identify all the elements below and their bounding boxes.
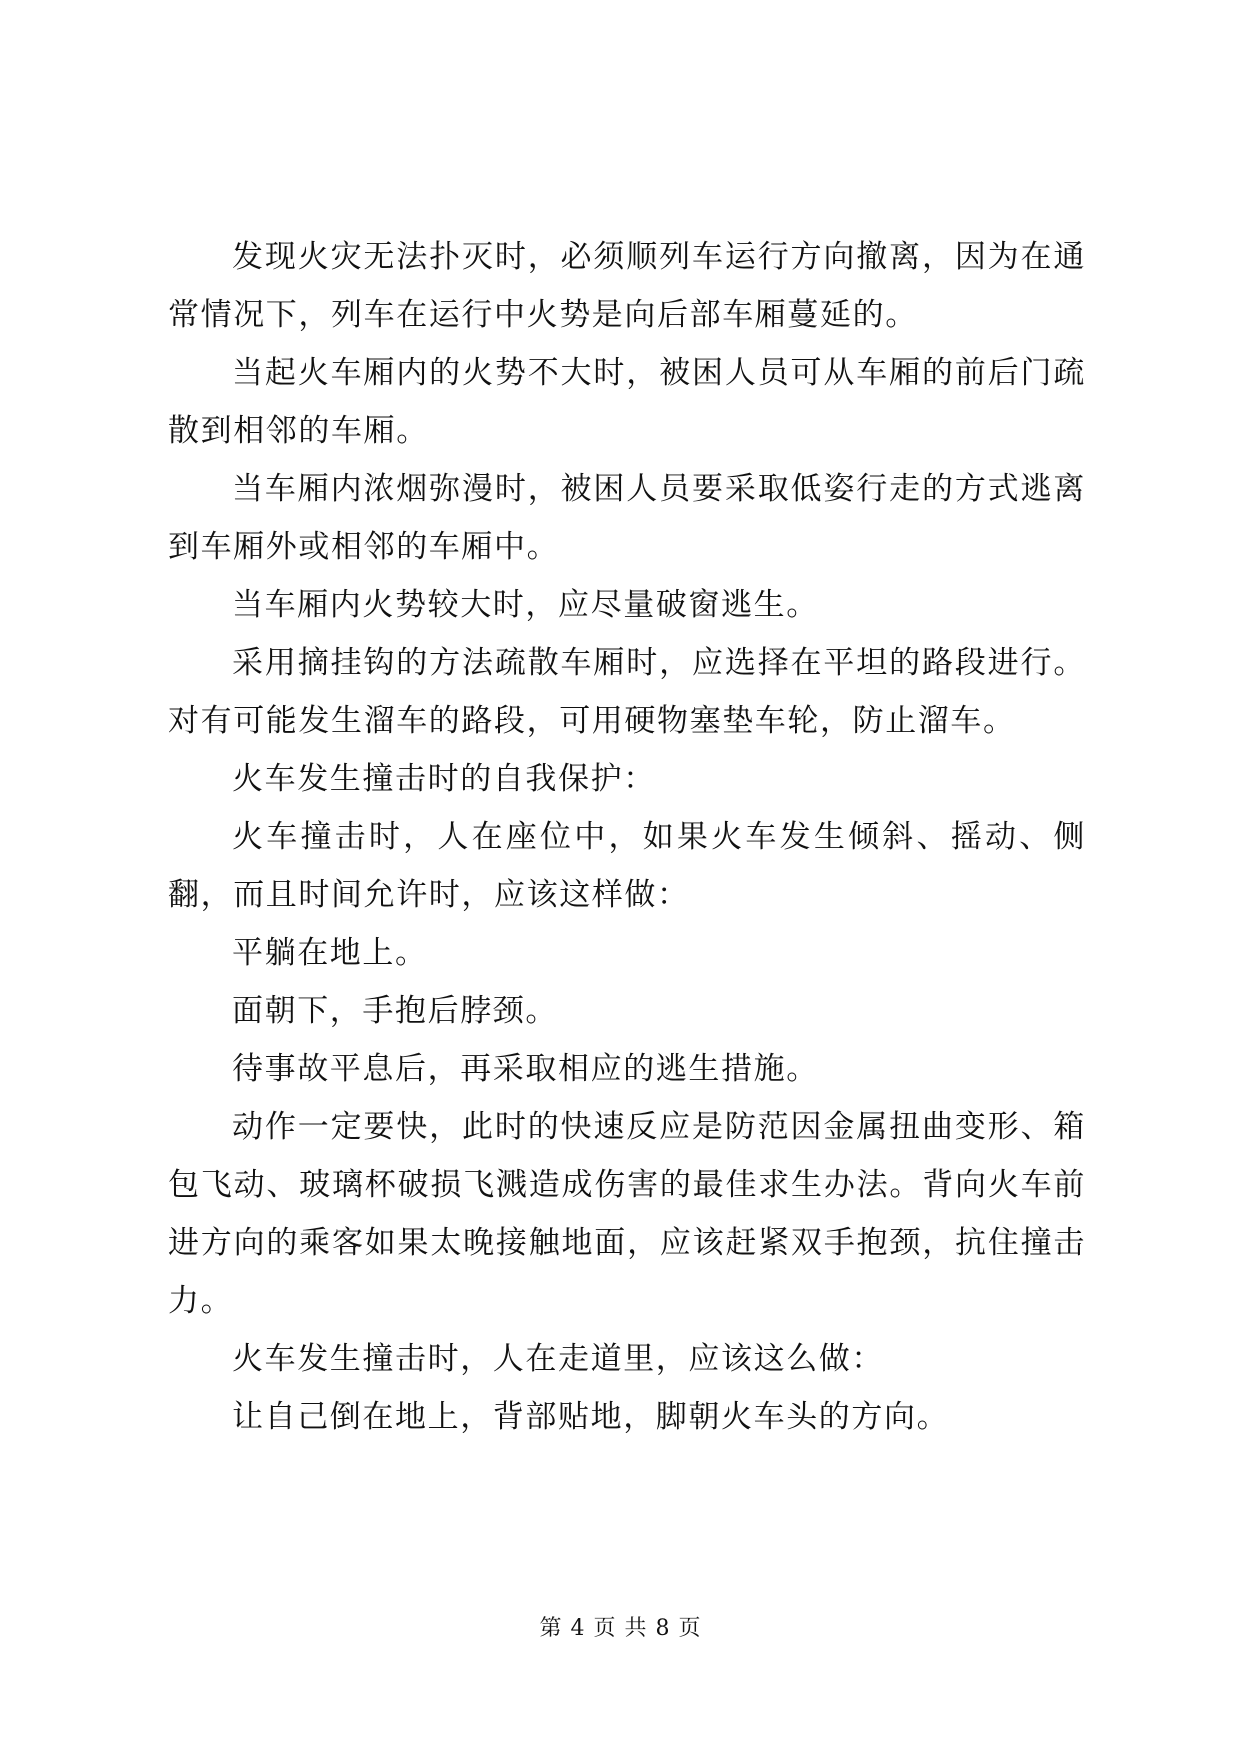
paragraph: 火车发生撞击时的自我保护：: [232, 761, 656, 797]
paragraph: 采用摘挂钩的方法疏散车厢时，应选择在平坦的路段进行。对有可能发生溜车的路段，可用硬物塞垫车轮，防止溜车。: [168, 645, 1086, 739]
paragraph: 发现火灾无法扑灭时，必须顺列车运行方向撤离，因为在通常情况下，列车在运行中火势是向后部车厢蔓延的。: [168, 239, 1086, 333]
document-body: [168, 228, 1086, 1446]
paragraph: 当起火车厢内的火势不大时，被困人员可从车厢的前后门疏散到相邻的车厢。: [168, 355, 1086, 449]
paragraph: 待事故平息后，再采取相应的逃生措施。: [232, 1051, 819, 1087]
page-footer: 第 4 页 共 8 页: [539, 1616, 702, 1641]
paragraph: 面朝下，手抱后脖颈。: [232, 993, 558, 1029]
paragraph: 火车撞击时，人在座位中，如果火车发生倾斜、摇动、侧翻，而且时间允许时，应该这样做：: [168, 819, 1086, 913]
paragraph: 动作一定要快，此时的快速反应是防范因金属扭曲变形、箱包飞动、玻璃杯破损飞溅造成伤害的最佳求生办法。背向火车前进方向的乘客如果太晚接触地面，应该赶紧双手抱颈，抗住撞击力。: [168, 1109, 1086, 1319]
paragraph: 当车厢内浓烟弥漫时，被困人员要采取低姿行走的方式逃离到车厢外或相邻的车厢中。: [168, 471, 1086, 565]
paragraph: 平躺在地上。: [232, 935, 428, 971]
paragraph: 火车发生撞击时，人在走道里，应该这么做：: [232, 1341, 884, 1377]
paragraph: 让自己倒在地上，背部贴地，脚朝火车头的方向。: [232, 1399, 950, 1435]
paragraph: 当车厢内火势较大时，应尽量破窗逃生。: [232, 587, 819, 623]
